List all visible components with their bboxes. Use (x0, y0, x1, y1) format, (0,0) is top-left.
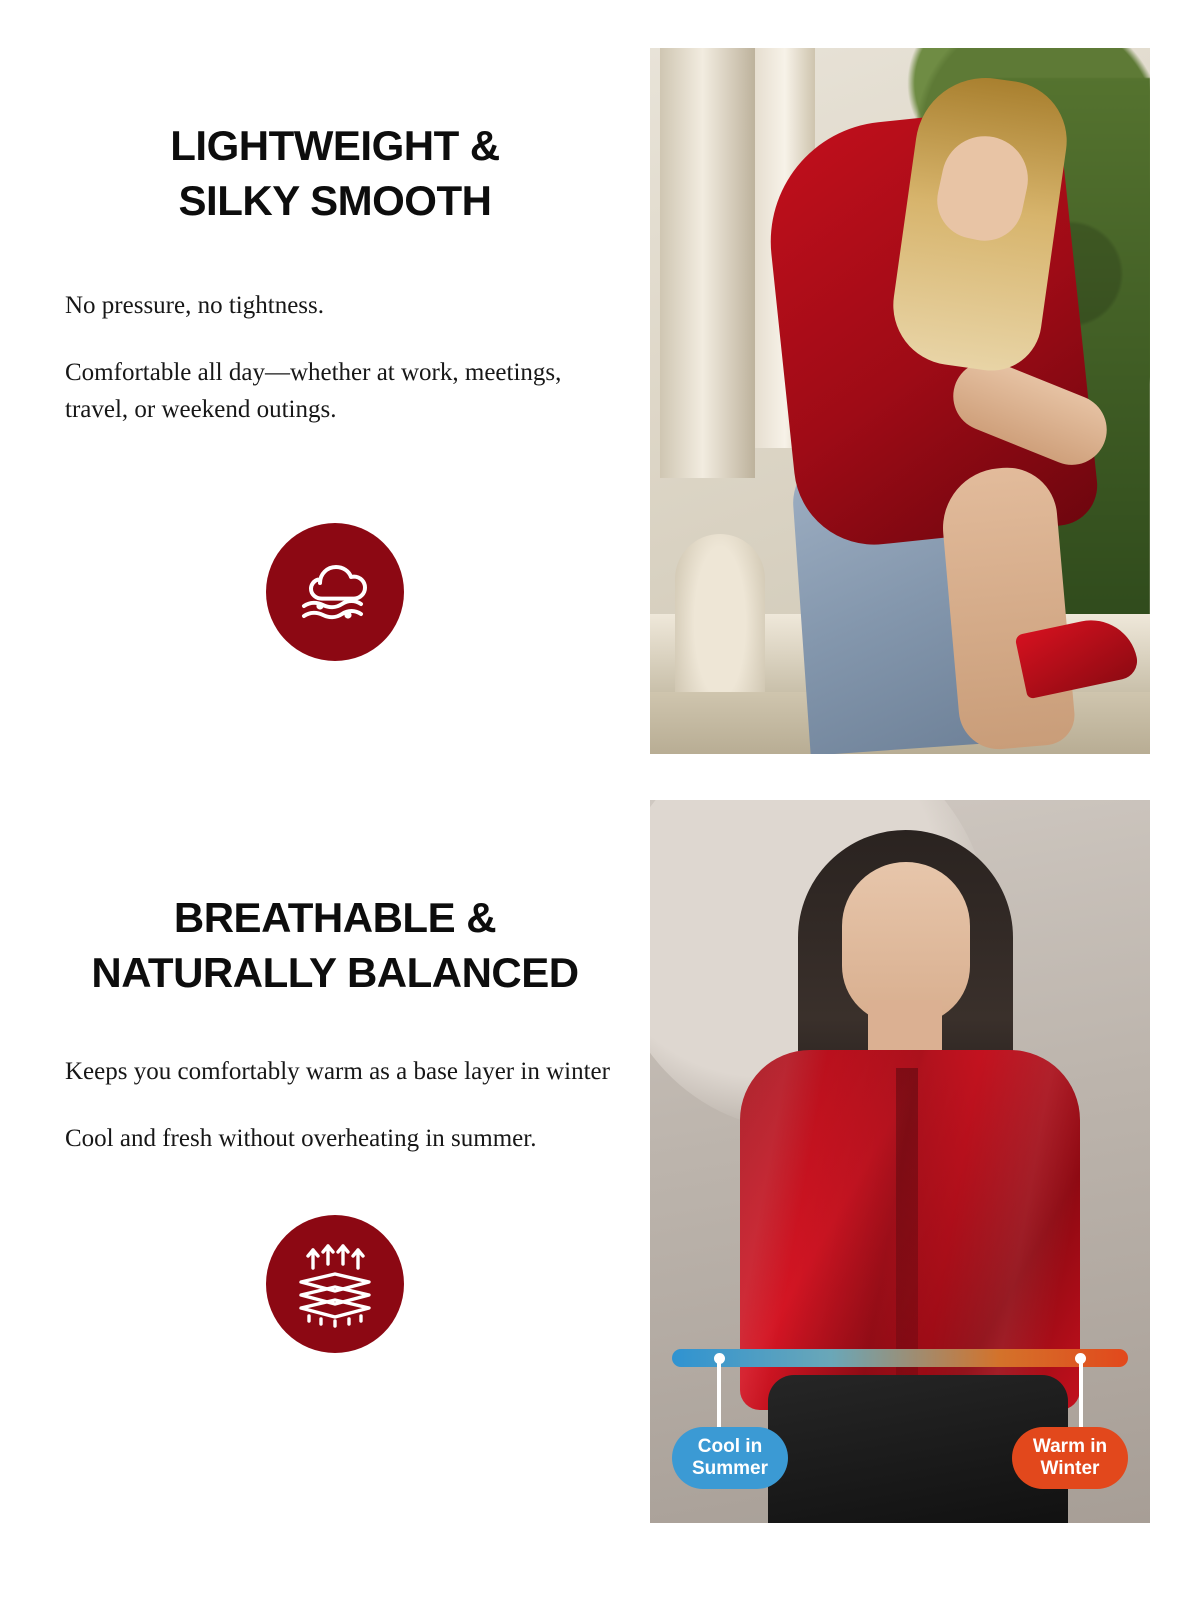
section-2-headline (60, 890, 610, 1001)
feature-section-breathable (0, 800, 1200, 1523)
photo-1-leg (938, 464, 1077, 753)
lifestyle-photo-outdoor (650, 48, 1150, 754)
section-1-badge-wrap (60, 523, 610, 661)
section-1-text-column (0, 48, 650, 754)
cloud-over-fabric-icon (266, 523, 404, 661)
temperature-gradient-bar (672, 1349, 1128, 1367)
temperature-stem-cool (717, 1363, 721, 1431)
warm-badge-line-1: Warm in (1032, 1436, 1108, 1458)
lifestyle-photo-studio (650, 800, 1150, 1523)
warm-badge-line-2: Winter (1040, 1458, 1100, 1479)
section-2-copy (60, 1053, 610, 1157)
feature-section-lightweight (0, 48, 1200, 754)
section-1-copy (60, 287, 610, 428)
cool-badge-line-2: Summer (691, 1458, 769, 1479)
section-1-headline-line-1: LIGHTWEIGHT & (170, 122, 500, 169)
section-2-paragraph-2: Cool and fresh without overheating in summer. (65, 1124, 537, 1152)
warm-in-winter-badge (1012, 1427, 1128, 1489)
section-2-text-column (0, 800, 650, 1523)
section-2-badge-wrap (60, 1215, 610, 1353)
temperature-scale (672, 1349, 1128, 1499)
photo-1-column-left (660, 48, 755, 478)
breathable-fabric-arrows-icon (266, 1215, 404, 1353)
cool-in-summer-badge (672, 1427, 788, 1489)
section-2-headline-line-1: BREATHABLE & (173, 894, 497, 941)
temperature-stem-warm (1079, 1363, 1083, 1431)
section-2-paragraph-1: Keeps you comfortably warm as a base layer in winter (65, 1057, 610, 1085)
section-1-image-column (650, 48, 1200, 754)
section-1-paragraph-2: Comfortable all day—whether at work, meetings, travel, or weekend outings. (65, 358, 562, 423)
section-1-headline (60, 118, 610, 229)
cool-badge-line-1: Cool in (697, 1436, 763, 1458)
section-2-headline-line-2: NATURALLY BALANCED (91, 949, 579, 997)
cool-badge-text (692, 1436, 768, 1480)
section-1-paragraph-1: No pressure, no tightness. (65, 291, 324, 319)
section-2-image-column (650, 800, 1200, 1523)
warm-badge-text (1033, 1436, 1107, 1480)
section-1-headline-line-2: SILKY SMOOTH (178, 177, 492, 225)
